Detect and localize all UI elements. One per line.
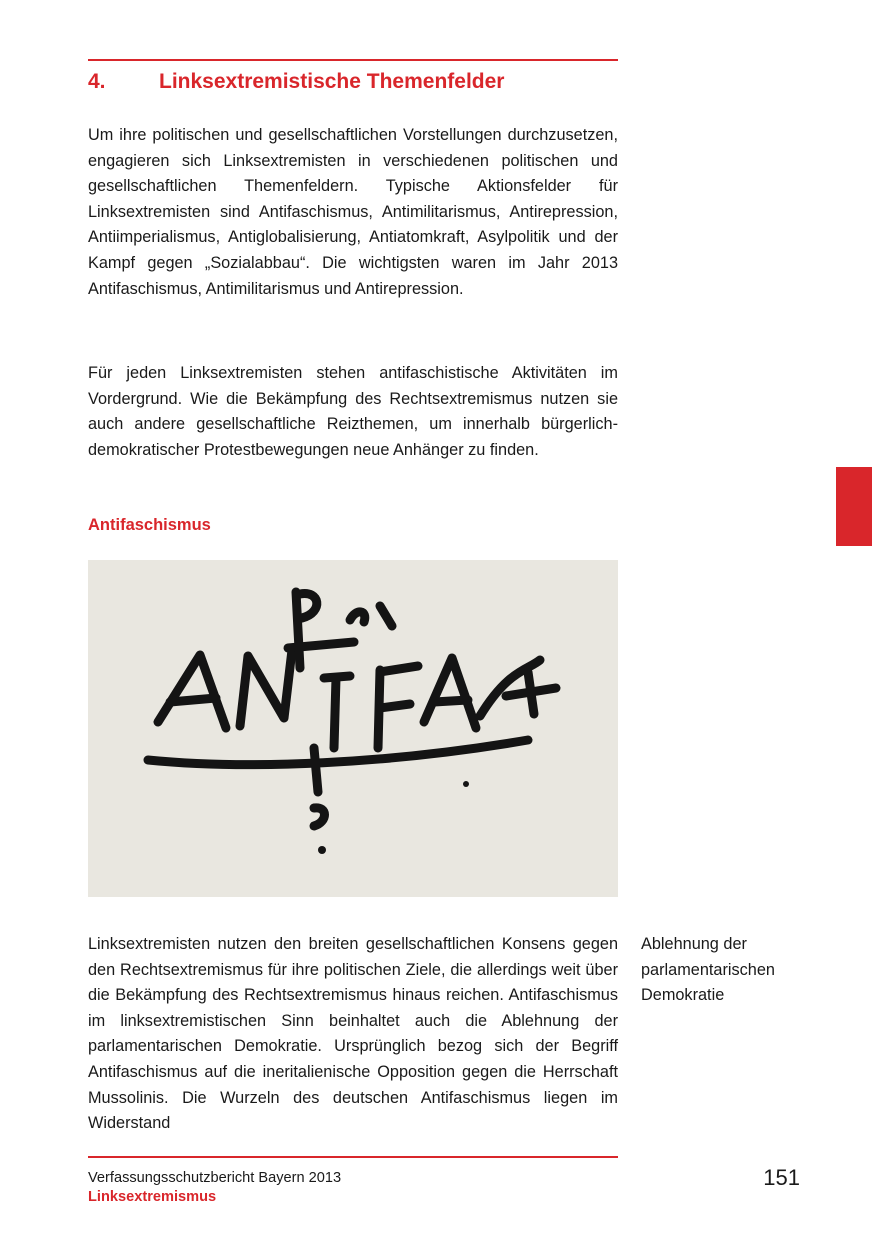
footer-report-title: Verfassungsschutzbericht Bayern 2013 — [88, 1170, 342, 1186]
chapter-number: 4. — [88, 70, 106, 93]
section-heading: Antifaschismus — [88, 516, 211, 534]
chapter-heading — [88, 70, 628, 94]
antifa-graffiti-figure — [88, 560, 618, 897]
antifaschismus-paragraph: Linksextremisten nutzen den breiten gesellschaftlichen Konsens gegen den Rechtsextremismus für ihre politischen Ziele, die allerdings weit über die Bekämpfung des Rechtsextremismus hinaus reichen. Antifaschismus im linksextremistischen Sinn beinhaltet auch die Ablehnung der parlamentarischen Demokratie. Ursprünglich bezog sich der Begriff Antifaschismus auf die ineritalienische Opposition gegen die Herrschaft Mussolinis. Die Wurzeln des deutschen Antifaschismus liegen im Widerstand — [88, 935, 618, 1133]
graffiti-tag-image — [88, 560, 618, 897]
intro-paragraph: Um ihre politischen und gesellschaftlichen Vorstellungen durchzusetzen, engagieren sich Linksextremisten in verschiedenen politischen und gesellschaftlichen Themenfeldern. Typische Aktionsfelder für Linksextremisten sind Antifaschismus, Antimilitarismus, Antirepression, Antiimperialismus, Antiglobalisierung, Antiatomkraft, Asylpolitik und der Kampf gegen „Sozialabbau“. Die wichtigsten waren im Jahr 2013 Antifaschismus, Antimilitarismus und Antirepression. — [88, 126, 618, 298]
footer-section-name: Linksextremismus — [88, 1189, 217, 1205]
footer-rule — [88, 1156, 618, 1158]
chapter-side-tab — [836, 467, 872, 546]
chapter-title: Linksextremistische Themenfelder — [159, 70, 505, 93]
page-number: 151 — [763, 1165, 800, 1190]
second-paragraph: Für jeden Linksextremisten stehen antifaschistische Aktivitäten im Vordergrund. Wie die Bekämpfung des Rechtsextremismus nutzen sie auch andere gesellschaftliche Reizthemen, um innerhalb bürgerlich-demokratischer Protestbewegungen neue Anhänger zu finden. — [88, 364, 618, 459]
margin-note: Ablehnung der parlamentarischen Demokratie — [641, 935, 775, 1005]
header-rule — [88, 59, 618, 61]
